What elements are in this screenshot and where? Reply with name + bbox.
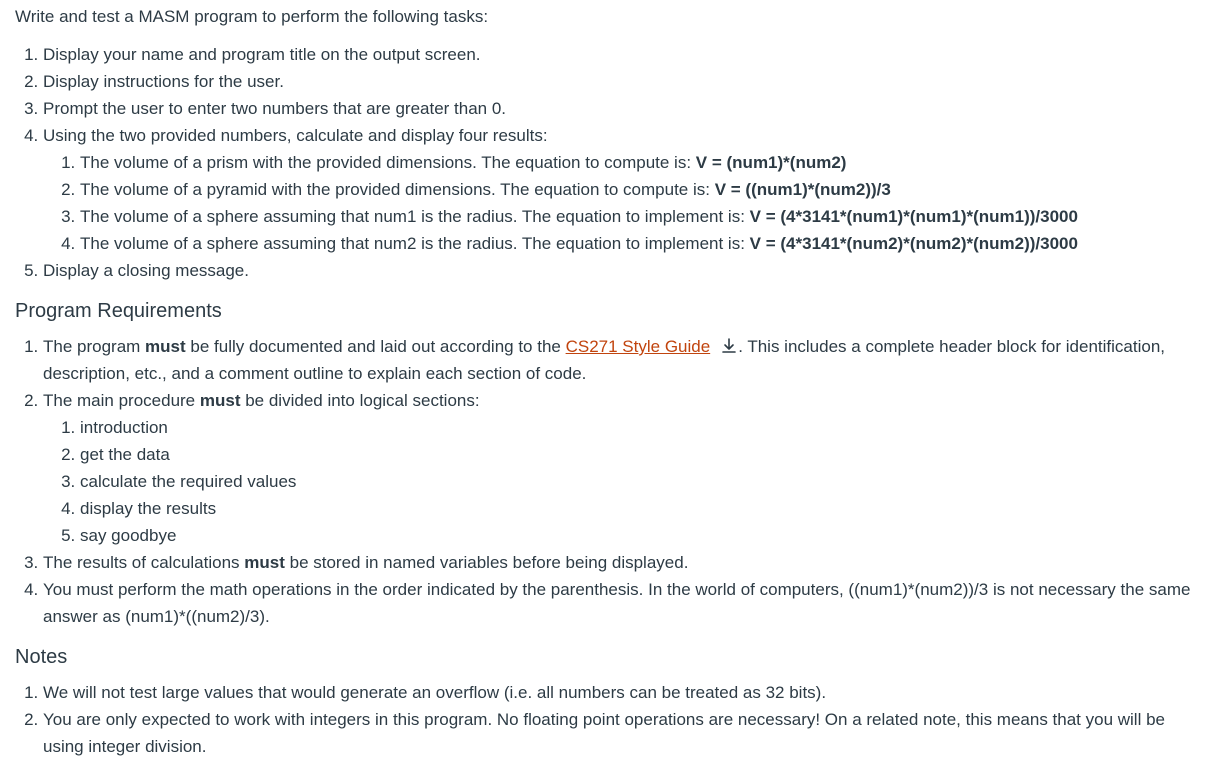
notes-list	[15, 679, 1206, 760]
task-list	[15, 41, 1206, 284]
must-emphasis: must	[199, 391, 241, 410]
req-text: The program	[43, 337, 146, 356]
calc-equation: V = (4*3141*(num2)*(num2)*(num2))/3000	[749, 234, 1078, 253]
requirements-heading: Program Requirements	[15, 300, 222, 322]
calc-item	[80, 230, 1206, 257]
calc-item	[80, 149, 1206, 176]
calc-equation: V = (4*3141*(num1)*(num1)*(num1))/3000	[749, 207, 1078, 226]
notes-heading: Notes	[15, 646, 68, 668]
section-item: 5. say goodbye	[80, 522, 1206, 549]
req-text: be stored in named variables before being displayed.	[284, 553, 689, 572]
style-guide-link[interactable]: CS271 Style Guide	[565, 337, 711, 356]
task-item: 2. Display instructions for the user.	[43, 68, 1206, 95]
requirement-item	[43, 333, 1206, 387]
req-text: be divided into logical sections:	[240, 391, 480, 410]
req-text: . This includes a complete header block for identification, description, etc., and a comment outline to explain each section of code.	[43, 337, 1165, 383]
note-item: 2. You are only expected to work with integers in this program. No floating point operations are necessary! On a related note, this means that you will be using integer division.	[43, 706, 1206, 760]
sections-list	[43, 414, 1206, 549]
requirement-item	[43, 387, 1206, 549]
requirement-item	[43, 549, 1206, 576]
calc-text: The volume of a sphere assuming that num1 is the radius. The equation to implement is:	[80, 207, 750, 226]
calc-list	[43, 149, 1206, 257]
must-emphasis: must	[145, 337, 186, 356]
requirement-item: 4. You must perform the math operations in the order indicated by the parenthesis. In the world of computers, ((num1)*(num2))/3 is not necessary the same answer as (num1)*((num2)/3).	[43, 576, 1206, 630]
section-item: 1. introduction	[80, 414, 1206, 441]
intro-text: Write and test a MASM program to perform the following tasks:	[15, 7, 489, 26]
req-text: be fully documented and laid out according to the	[185, 337, 566, 356]
note-item: 1. We will not test large values that would generate an overflow (i.e. all numbers can be treated as 32 bits).	[43, 679, 1206, 706]
calc-text: The volume of a sphere assuming that num2 is the radius. The equation to implement is:	[80, 234, 750, 253]
task-item: 5. Display a closing message.	[43, 257, 1206, 284]
task-text: Using the two provided numbers, calculate and display four results:	[43, 126, 548, 145]
section-item: 3. calculate the required values	[80, 468, 1206, 495]
task-item	[43, 122, 1206, 257]
calc-item	[80, 176, 1206, 203]
req-text: The results of calculations	[43, 553, 245, 572]
calc-equation: V = ((num1)*(num2))/3	[714, 180, 891, 199]
requirements-list	[15, 333, 1206, 630]
calc-text: The volume of a pyramid with the provided dimensions. The equation to compute is:	[80, 180, 715, 199]
calc-text: The volume of a prism with the provided dimensions. The equation to compute is:	[80, 153, 696, 172]
task-item: 1. Display your name and program title on the output screen.	[43, 41, 1206, 68]
task-item: 3. Prompt the user to enter two numbers that are greater than 0.	[43, 95, 1206, 122]
calc-item	[80, 203, 1206, 230]
section-item: 4. display the results	[80, 495, 1206, 522]
download-icon[interactable]	[720, 336, 738, 354]
calc-equation: V = (num1)*(num2)	[695, 153, 847, 172]
req-text: The main procedure	[43, 391, 200, 410]
must-emphasis: must	[244, 553, 285, 572]
section-item: 2. get the data	[80, 441, 1206, 468]
